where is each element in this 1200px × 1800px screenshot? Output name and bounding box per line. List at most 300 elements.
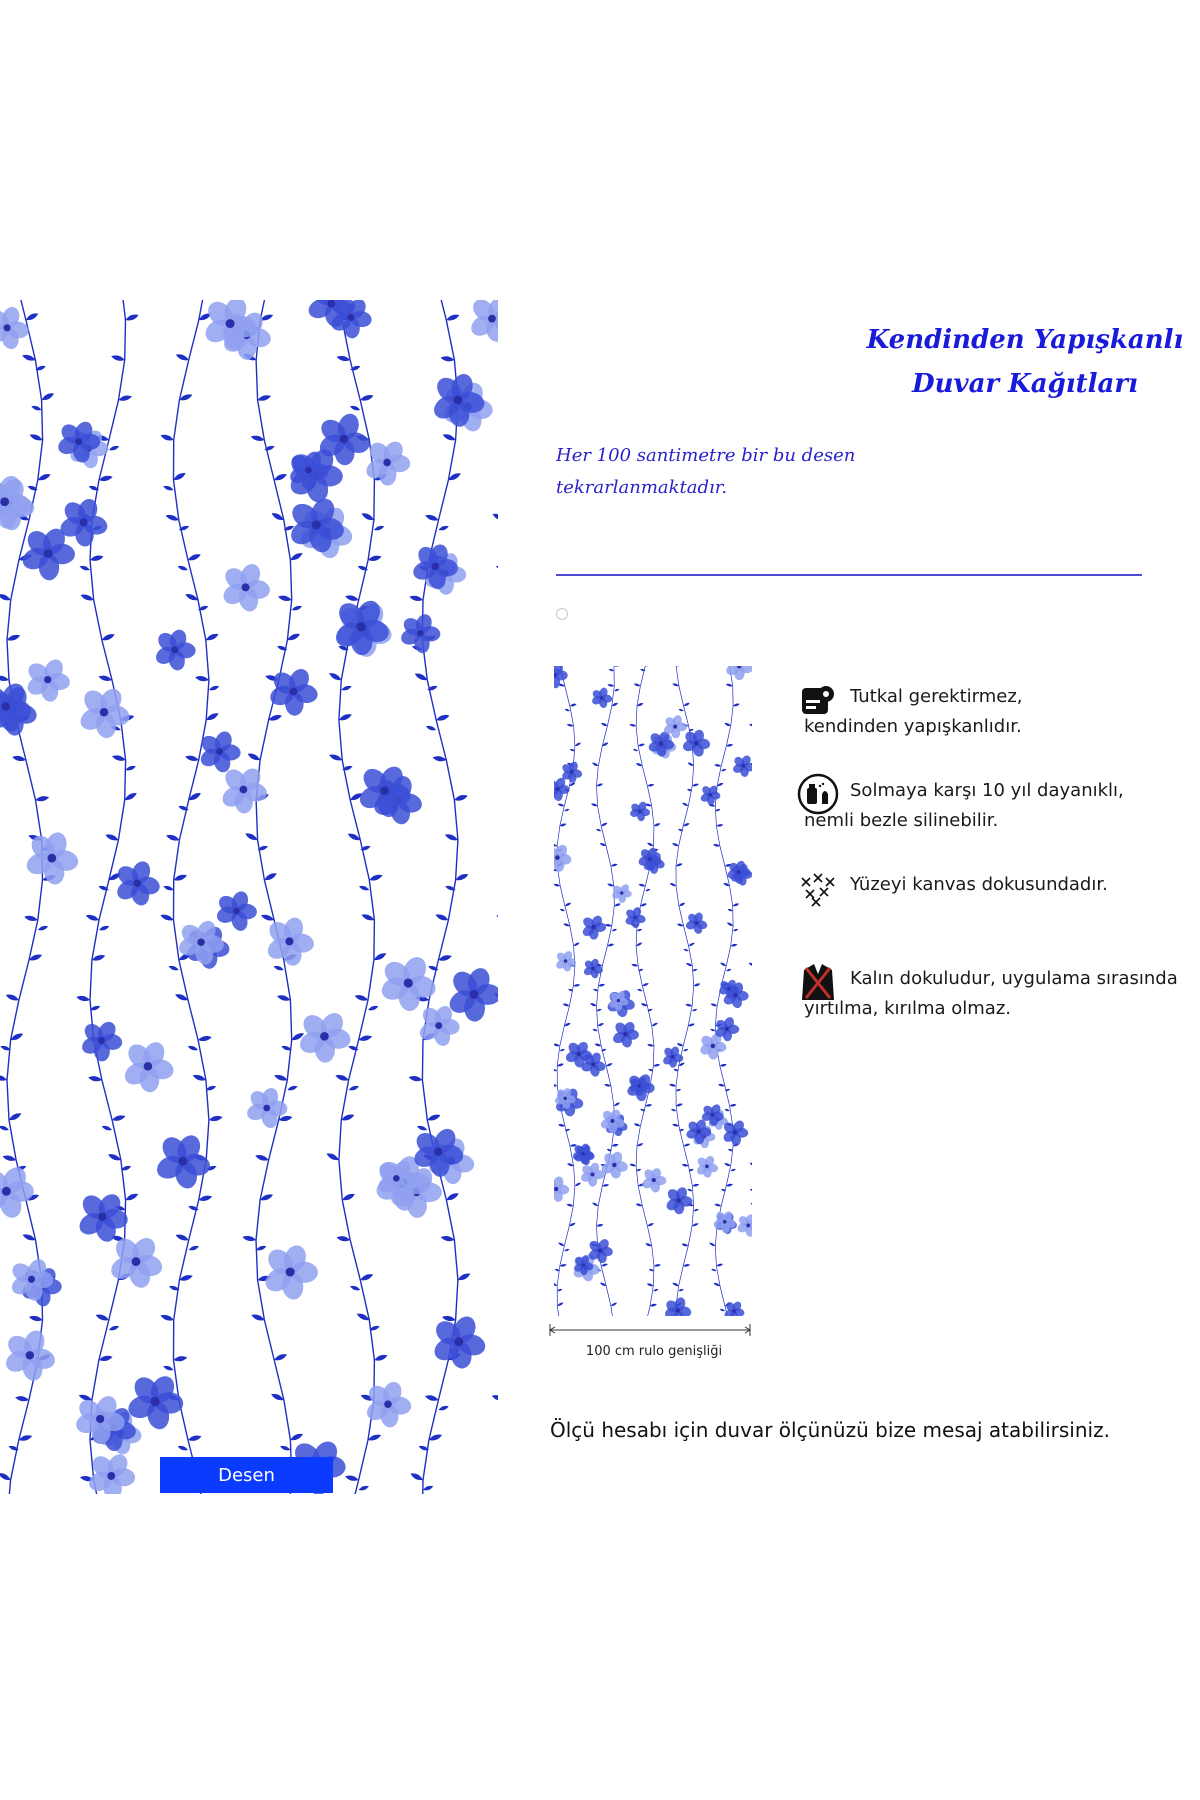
leaf-motif [687,1188,693,1192]
leaf-motif [713,843,720,847]
flower-motif [121,1039,176,1094]
divider-line [556,574,1142,576]
leaf-motif [719,1308,725,1312]
roll-pattern-image [554,666,752,1316]
leaf-motif [601,822,608,827]
leaf-motif [749,1162,752,1167]
feature-text-line2: nemli bezle silinebilir. [804,810,999,831]
leaf-motif [491,512,498,522]
leaf-motif [601,1263,608,1267]
leaf-motif [693,983,700,988]
leaf-motif [692,1222,699,1227]
leaf-motif [688,942,695,947]
leaf-motif [602,1184,609,1188]
repeat-note-line1: Her 100 santimetre bir bu desen [556,445,856,466]
leaf-motif [344,1474,359,1482]
leaf-motif [693,1208,699,1212]
leaf-motif [5,993,20,1003]
feature-text-line1: Yüzeyi kanvas dokusundadır. [850,874,1108,895]
leaf-motif [111,754,126,762]
leaf-motif [263,871,278,882]
leaf-motif [669,1083,676,1087]
flower-motif [296,1009,352,1063]
leaf-motif [726,968,732,972]
leaf-motif [8,1111,23,1122]
page-title-line2: Duvar Kağıtları [912,369,1138,399]
leaf-motif [596,828,602,832]
leaf-motif [101,632,116,642]
feature-text-line1: Kalın dokuludur, uygulama sırasında [850,968,1178,989]
leaf-motif [597,1022,604,1027]
flower-motif [430,1313,487,1370]
leaf-motif [24,914,39,922]
leaf-motif [554,1043,560,1047]
leaf-motif [647,1222,654,1227]
info-dot-icon [556,608,568,620]
flower-motif [125,1372,184,1431]
flower-motif [445,965,498,1022]
leaf-motif [25,311,40,322]
leaf-motif [279,1444,291,1451]
leaf-motif [335,1073,350,1082]
leaf-motif [633,683,640,688]
leaf-motif [278,594,293,602]
leaf-motif [683,702,690,707]
leaf-motif [714,764,721,768]
leaf-motif [557,1063,564,1067]
leaf-motif [573,941,580,947]
leaf-motif [726,922,733,928]
leaf-motif [714,1203,721,1207]
leaf-motif [685,1003,692,1007]
leaf-motif [35,795,50,802]
flower-motif [663,1296,692,1316]
leaf-motif [495,564,498,571]
leaf-motif [574,742,581,748]
leaf-motif [732,902,739,907]
leaf-motif [328,671,343,682]
leaf-motif [244,831,259,842]
leaf-motif [636,942,643,947]
leaf-motif [15,1395,30,1402]
leaf-motif [491,1393,498,1402]
leaf-motif [289,1432,304,1442]
leaf-motif [205,632,220,642]
leaf-motif [570,703,577,707]
leaf-motif [678,902,685,907]
flower-motif [712,1210,736,1234]
leaf-motif [651,1022,658,1027]
leaf-motif [612,1143,619,1147]
leaf-motif [638,883,645,887]
leaf-motif [633,748,639,752]
leaf-motif [422,1484,434,1491]
leaf-motif [749,1188,752,1192]
flower-motif [554,1175,569,1203]
page-title [860,318,1190,406]
leaf-motif [29,433,44,443]
leaf-motif [564,1248,570,1252]
leaf-motif [289,551,304,562]
footer-note: Ölçü hesabı için duvar ölçünüzü bize mesaj atabilirsiniz. [550,1418,1110,1442]
leaf-motif [554,883,560,887]
leaf-motif [276,994,291,1003]
leaf-motif [730,943,737,947]
leaf-motif [610,1302,617,1308]
leaf-motif [633,1123,640,1128]
roll-width-measure-icon [546,1320,754,1340]
leaf-motif [6,633,21,642]
leaf-motif [98,924,110,931]
leaf-motif [177,564,189,571]
leaf-motif [257,394,272,403]
flower-motif [724,666,752,680]
leaf-motif [716,1263,723,1267]
leaf-motif [720,962,727,968]
leaf-motif [287,1084,299,1091]
leaf-motif [345,594,360,602]
canvas-texture-icon [796,866,840,910]
flower-motif [153,627,196,671]
leaf-motif [692,1008,698,1012]
leaf-motif [359,393,374,402]
leaf-motif [111,1114,126,1123]
leaf-motif [31,404,43,411]
leaf-motif [557,1288,563,1292]
leaf-motif [341,1192,356,1202]
leaf-motif [676,1088,682,1092]
leaf-motif [645,888,651,892]
leaf-motif [177,1444,189,1451]
flower-motif [79,1019,123,1062]
leaf-motif [709,1242,716,1247]
leaf-motif [645,666,652,667]
flower-motif [723,1300,745,1316]
leaf-motif [360,511,375,522]
flower-motif [624,906,647,928]
leaf-motif [560,1264,567,1268]
pattern-label-badge: Desen [160,1457,333,1493]
leaf-motif [614,688,620,692]
leaf-motif [358,884,370,891]
leaf-motif [733,703,740,707]
leaf-motif [160,913,175,923]
leaf-motif [373,524,385,531]
leaf-motif [678,708,684,712]
leaf-motif [37,924,49,931]
leaf-motif [720,1063,727,1067]
leaf-motif [123,791,138,802]
flower-motif [114,859,162,908]
leaf-motif [681,802,688,807]
leaf-motif [592,762,599,767]
leaf-motif [273,1073,288,1082]
flower-motif [75,1190,129,1244]
flower-motif [2,1328,57,1383]
leaf-motif [614,902,621,907]
flower-motif [647,730,675,757]
flower-motif [24,656,71,703]
leaf-motif [631,963,638,967]
flower-motif [629,800,651,822]
leaf-motif [592,1028,598,1032]
leaf-motif [111,354,126,362]
leaf-motif [88,1075,103,1082]
feature-list [796,678,1196,1054]
leaf-motif [607,684,614,688]
flower-motif [399,612,441,654]
leaf-motif [562,1003,569,1007]
repeat-note-line2: tekrarlanmaktadır. [556,477,728,498]
leaf-motif [80,593,95,603]
leaf-motif [442,432,457,442]
leaf-motif [654,1264,661,1268]
leaf-motif [101,1124,113,1131]
leaf-motif [729,1103,736,1107]
leaf-motif [273,472,288,482]
repeat-note [556,440,886,504]
flower-motif [0,305,30,352]
leaf-motif [678,1288,684,1292]
leaf-motif [336,1235,351,1242]
leaf-motif [564,708,570,712]
leaf-motif [566,723,573,727]
leaf-motif [669,882,676,887]
flower-motif [554,843,572,873]
feature-text-line2: yırtılma, kırılma olmaz. [804,998,1011,1019]
leaf-motif [596,783,603,788]
leaf-motif [358,1484,370,1491]
feature-text-line1: Tutkal gerektirmez, [850,686,1023,707]
leaf-motif [596,1223,603,1227]
leaf-motif [426,1113,441,1122]
leaf-motif [726,683,733,687]
leaf-motif [653,1063,660,1067]
flower-motif [77,685,132,740]
leaf-motif [416,1124,428,1131]
leaf-motif [647,783,654,787]
leaf-motif [242,1235,257,1243]
leaf-motif [173,1355,188,1362]
leaf-motif [187,552,202,562]
leaf-motif [559,1048,565,1052]
leaf-motif [165,833,180,842]
flower-motif [245,1086,288,1130]
leaf-motif [710,1003,717,1008]
feature-item-thick-texture [796,960,1196,1054]
leaf-motif [28,1315,43,1323]
leaf-motif [592,1202,599,1208]
leaf-motif [187,1434,202,1442]
leaf-motif [629,1163,636,1167]
flower-motif [732,754,752,778]
flower-motif [58,496,110,547]
leaf-motif [424,1394,439,1403]
leaf-motif [349,404,361,411]
leaf-motif [444,832,459,842]
leaf-motif [724,1162,731,1167]
feature-item-canvas-texture [796,866,1196,960]
leaf-motif [435,713,450,722]
floral-pattern-image [0,300,498,1494]
leaf-motif [198,1194,213,1202]
leaf-motif [325,1151,340,1162]
leaf-motif [125,764,137,771]
flower-motif [215,889,258,933]
leaf-motif [590,1002,597,1007]
leaf-motif [750,1202,752,1207]
leaf-motif [175,352,190,362]
leaf-motif [108,444,120,451]
leaf-motif [454,793,469,802]
leaf-motif [175,1233,190,1243]
leaf-motif [185,754,200,762]
leaf-motif [710,1028,716,1032]
flower-motif [581,914,607,940]
leaf-motif [676,1042,683,1047]
leaf-motif [645,1104,652,1108]
leaf-motif [168,964,180,971]
flower-motif [219,765,269,814]
flower-motif [554,950,576,973]
leaf-motif [424,513,439,522]
leaf-motif [557,803,564,807]
floral-pattern-panel [0,300,498,1494]
flower-motif [197,729,241,774]
leaf-motif [574,1182,581,1188]
flower-motif [261,1242,318,1301]
flower-motif [220,561,272,613]
roll-width-caption: 100 cm rulo genişliği [585,1344,723,1359]
leaf-motif [614,666,621,667]
flower-motif [726,860,750,884]
leaf-motif [359,1272,374,1282]
leaf-motif [354,993,369,1002]
leaf-motif [341,684,353,691]
leaf-motif [647,1043,654,1047]
flower-motif [736,1213,752,1238]
leaf-motif [566,1203,573,1207]
leaf-motif [89,554,104,562]
flower-motif [591,687,613,709]
leaf-motif [629,723,636,727]
leaf-motif [367,1004,379,1011]
flower-motif [640,1167,666,1194]
leaf-motif [637,928,643,932]
leaf-motif [188,1244,200,1251]
flower-motif [264,915,315,967]
leaf-motif [611,863,618,867]
leaf-motif [338,712,353,722]
leaf-motif [648,1268,654,1272]
leaf-motif [646,1282,653,1287]
flower-motif [554,776,570,801]
leaf-motif [40,391,55,402]
leaf-motif [683,948,689,952]
leaf-motif [198,1035,213,1043]
leaf-motif [654,822,661,827]
leaf-motif [647,842,654,847]
leaf-motif [671,1108,677,1112]
leaf-motif [105,833,120,843]
leaf-motif [85,913,100,922]
leaf-motif [591,802,598,807]
leaf-motif [118,394,133,402]
leaf-motif [445,313,460,322]
leaf-motif [440,355,455,362]
leaf-motif [374,1353,389,1362]
leaf-motif [328,753,343,763]
leaf-motif [558,1242,565,1248]
leaf-motif [559,908,565,912]
leaf-motif [608,668,614,672]
leaf-motif [683,1264,690,1268]
leaf-motif [733,928,739,932]
leaf-motif [273,964,285,971]
leaf-motif [642,982,649,987]
flower-motif [611,1020,639,1049]
leaf-motif [247,752,262,763]
leaf-motif [432,755,447,762]
leaf-motif [683,1048,689,1052]
leaf-motif [445,1191,460,1202]
leaf-motif [409,594,424,602]
leaf-motif [438,1404,450,1411]
leaf-motif [749,723,752,727]
leaf-motif [557,1301,564,1307]
leaf-motif [727,908,733,912]
leaf-motif [163,884,175,891]
leaf-motif [125,1192,140,1202]
leaf-motif [672,842,679,847]
leaf-motif [208,1115,223,1123]
leaf-motif [95,1313,110,1323]
leaf-motif [716,824,723,828]
leaf-motif [291,604,303,611]
leaf-motif [606,1062,613,1067]
leaf-motif [672,1123,679,1127]
leaf-motif [125,313,140,323]
flower-motif [153,1132,212,1191]
leaf-motif [349,1284,361,1291]
flower-motif [579,1161,604,1186]
leaf-motif [425,724,437,731]
leaf-motif [76,995,91,1003]
leaf-motif [367,554,382,562]
leaf-motif [336,355,351,363]
roll-preview [554,666,752,1316]
leaf-motif [163,1364,175,1371]
leaf-motif [160,1313,175,1322]
leaf-motif [438,524,450,531]
leaf-motif [650,1303,657,1307]
leaf-motif [748,962,752,967]
leaf-motif [683,1143,690,1147]
leaf-motif [254,1153,269,1162]
leaf-motif [455,872,470,882]
leaf-motif [681,1243,688,1247]
leaf-motif [373,951,388,962]
leaf-motif [163,484,175,491]
leaf-motif [601,722,608,727]
flower-motif [695,1154,719,1178]
leaf-motif [273,1352,288,1362]
leaf-motif [0,1124,10,1131]
flower-motif [681,728,710,758]
leaf-motif [692,783,699,787]
feature-item-no-glue [796,678,1196,772]
leaf-motif [255,1244,267,1251]
